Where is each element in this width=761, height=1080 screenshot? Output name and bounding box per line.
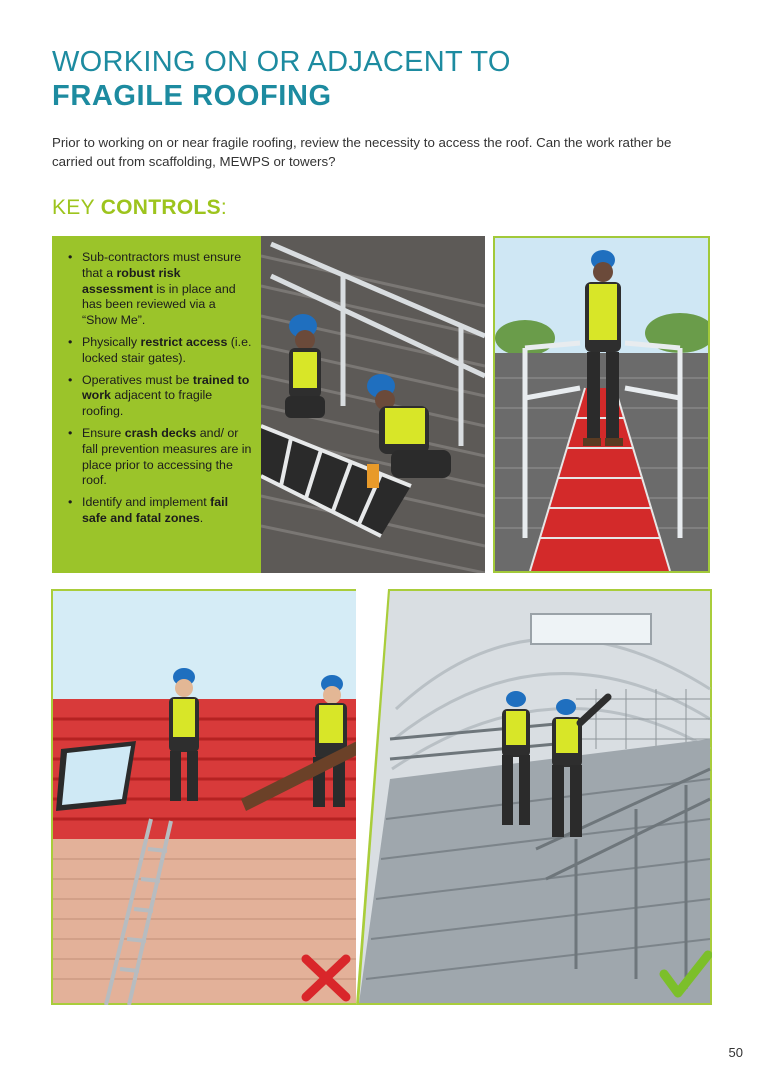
key-controls-list [52,236,262,527]
illustration-unsafe-roof [51,589,388,1005]
key-controls-box [52,236,262,573]
key-control-item [68,373,254,420]
key-control-text: Operatives must be [82,372,193,387]
key-control-text: (i.e. locked stair gates). [82,334,252,365]
key-control-text: adjacent to fragile roofing. [82,388,213,419]
key-control-text: Sub-contractors must ensure that a [82,250,242,280]
key-control-text: Identify and implement [82,495,211,510]
key-controls-heading-suffix: : [220,196,228,219]
key-control-text: is in place and has been reviewed via a “Show Me”. [82,281,236,328]
key-control-item [68,335,254,367]
page-number: 50 [728,1045,743,1060]
key-control-text: Physically [82,334,141,349]
key-control-text: and/ or fall prevention measures are in place prior to accessing the roof. [82,425,252,488]
page-title-line2: FRAGILE ROOFING [52,80,332,112]
illustration-walkway [493,236,710,573]
illustration-crawl-boards [261,236,485,573]
key-controls-heading-bold: CONTROLS [100,196,221,219]
illustration-safe-crash-deck [356,589,712,1005]
key-control-bold: trained to work [82,372,250,403]
key-control-bold: fail safe and fatal zones [82,495,229,525]
key-control-item [68,495,254,527]
key-control-bold: restrict access [140,334,228,349]
page-title-line1: WORKING ON OR ADJACENT TO [52,46,511,78]
intro-paragraph: Prior to working on or near fragile roofing, review the necessity to access the roof. Can the work rather be carried out from scaffolding, MEWPS or towers? [52,135,672,169]
key-control-text: . [199,510,204,525]
key-control-bold: robust risk assessment [82,265,181,296]
key-control-text: Ensure [82,425,125,440]
key-controls-heading [52,196,227,220]
key-control-bold: crash decks [124,425,197,440]
key-control-item [68,250,254,329]
key-control-item [68,426,254,489]
key-controls-heading-prefix: KEY [52,196,101,219]
